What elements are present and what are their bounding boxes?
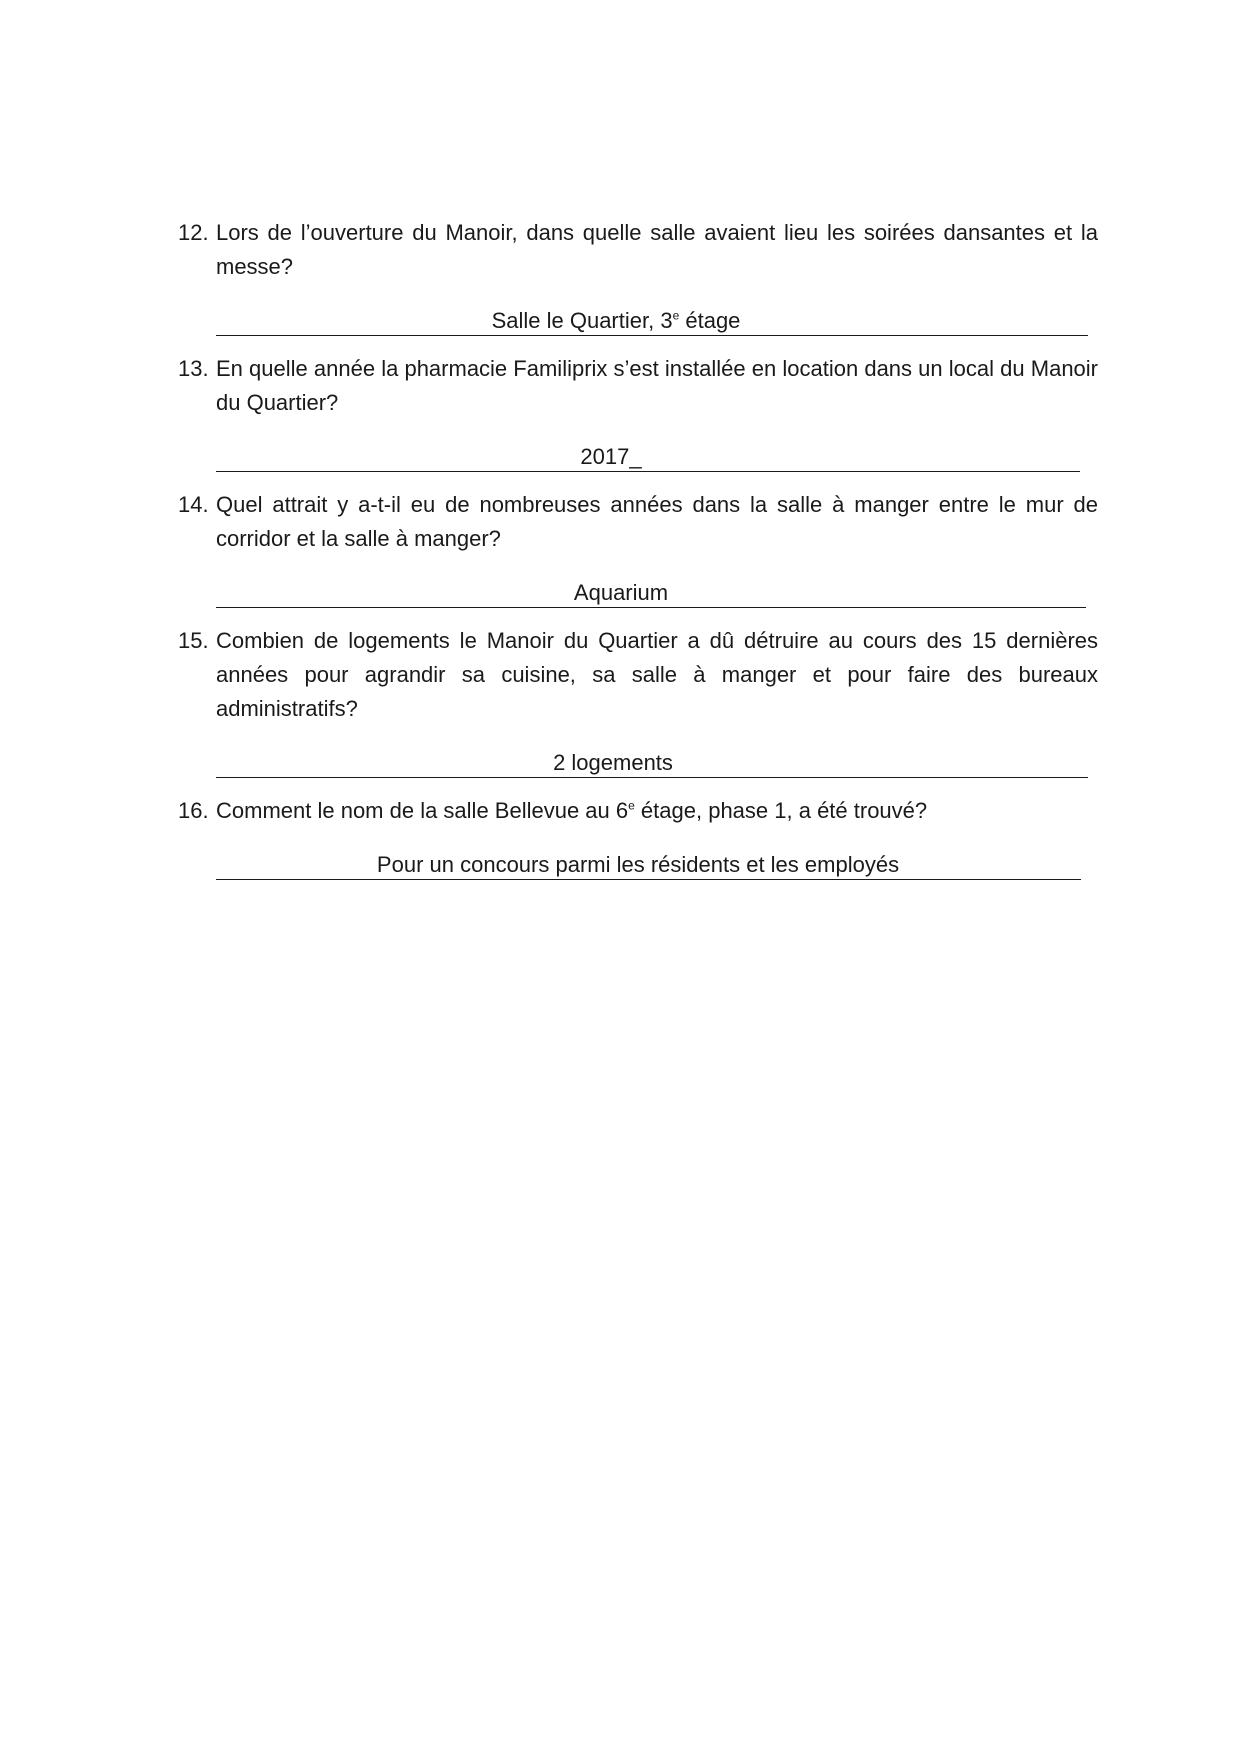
answer-text: Pour un concours parmi les résidents et les employés: [376, 852, 900, 877]
answer-text: Aquarium: [573, 580, 669, 605]
answer-text: 2 logements: [553, 750, 673, 775]
answer-line: [216, 437, 1080, 472]
question-12: [178, 216, 1098, 336]
question-13: [178, 352, 1098, 472]
answer-part: étage: [679, 308, 741, 333]
question-text: Quel attrait y a-t-il eu de nombreuses années dans la salle à manger entre le mur de corridor et la salle à manger?: [216, 492, 1098, 551]
question-text-part: Comment le nom de la salle Bellevue au 6: [216, 798, 629, 823]
question-list: [178, 216, 1098, 896]
question-15: [178, 624, 1098, 778]
question-number: 16.: [178, 798, 209, 823]
question-text-part: Lors de l’ouverture du Manoir, dans quelle salle avaient lieu les soirées dansantes et la messe?: [216, 220, 1098, 279]
question-text: Combien de logements le Manoir du Quartier a dû détruire au cours des 15 dernières années pour agrandir sa cuisine, sa salle à manger et pour faire des bureaux administratifs?: [216, 628, 1098, 721]
answer-line: [216, 573, 1086, 608]
question-text: En quelle année la pharmacie Familiprix s’est installée en location dans un local du Manoir du Quartier?: [216, 356, 1098, 415]
answer-line: [216, 301, 1088, 336]
question-text-part: étage, phase 1, a été trouvé?: [634, 798, 928, 823]
answer-text: 2017_: [580, 444, 642, 469]
question-number: 13.: [178, 356, 209, 381]
question-number: 15.: [178, 628, 209, 653]
answer-text: [492, 306, 741, 336]
answer-part: Salle le Quartier, 3: [491, 308, 673, 333]
answer-line: [216, 743, 1088, 778]
answer-superscript: e: [672, 308, 680, 323]
question-text: [216, 794, 1098, 828]
question-number: 12.: [178, 220, 209, 245]
question-number: 14.: [178, 492, 209, 517]
answer-line: [216, 845, 1081, 880]
question-text: [216, 216, 1098, 284]
question-16: [178, 794, 1098, 880]
question-14: [178, 488, 1098, 608]
question-superscript: e: [628, 798, 635, 813]
